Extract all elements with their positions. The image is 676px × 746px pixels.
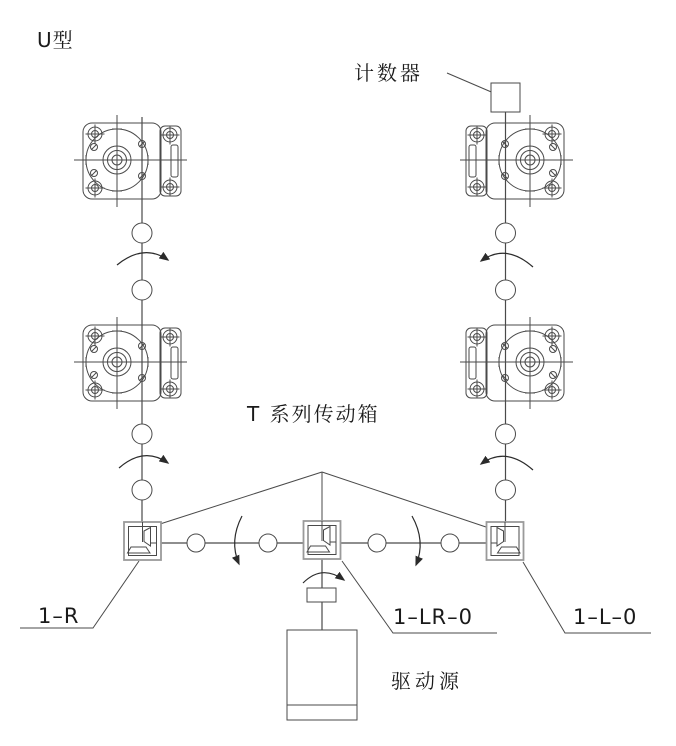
motor: [287, 630, 357, 720]
label-counter: 计数器: [354, 61, 423, 85]
coupling-circle: [259, 534, 277, 552]
motor-coupling-rect: [307, 588, 336, 602]
rotation-arrow: [412, 516, 420, 565]
coupling-circle: [132, 424, 152, 444]
t-box-right: [487, 522, 524, 560]
rotation-arrow: [481, 253, 533, 267]
gearbox-mid-right: [460, 317, 573, 409]
t-series-leader-left: [160, 472, 322, 524]
counter-leader-line: [447, 73, 496, 94]
coupling-circle: [496, 280, 516, 300]
label-drive-source: 驱动源: [391, 669, 463, 693]
rotation-arrow: [481, 456, 533, 470]
label-model-1-r: 1–R: [38, 604, 80, 628]
diagram-title: U型: [37, 28, 74, 52]
coupling-circle: [368, 534, 386, 552]
t-box-center: [304, 521, 341, 559]
label-t-series-gearbox: T 系列传动箱: [247, 402, 380, 426]
coupling-circle: [441, 534, 459, 552]
coupling-circle: [132, 223, 152, 243]
gearbox-top-left: [74, 115, 187, 207]
counter-box: [491, 83, 520, 112]
label-model-1-l-0: 1–L–0: [573, 605, 638, 629]
coupling-circle: [496, 223, 516, 243]
coupling-circle: [132, 480, 152, 500]
t-box-left: [124, 522, 161, 560]
label-model-1-lr-0: 1–LR–0: [393, 605, 474, 629]
gearbox-top-right: [460, 115, 573, 207]
rotation-arrow: [303, 573, 344, 583]
coupling-circles: [132, 223, 516, 552]
coupling-circle: [132, 280, 152, 300]
motor-body: [287, 630, 357, 720]
coupling-circle: [187, 534, 205, 552]
rotation-arrow: [119, 456, 168, 468]
t-series-leader-right: [322, 472, 486, 527]
rotation-arrow: [235, 516, 242, 564]
coupling-circle: [496, 480, 516, 500]
gearbox-mid-left: [74, 317, 187, 409]
coupling-circle: [496, 424, 516, 444]
